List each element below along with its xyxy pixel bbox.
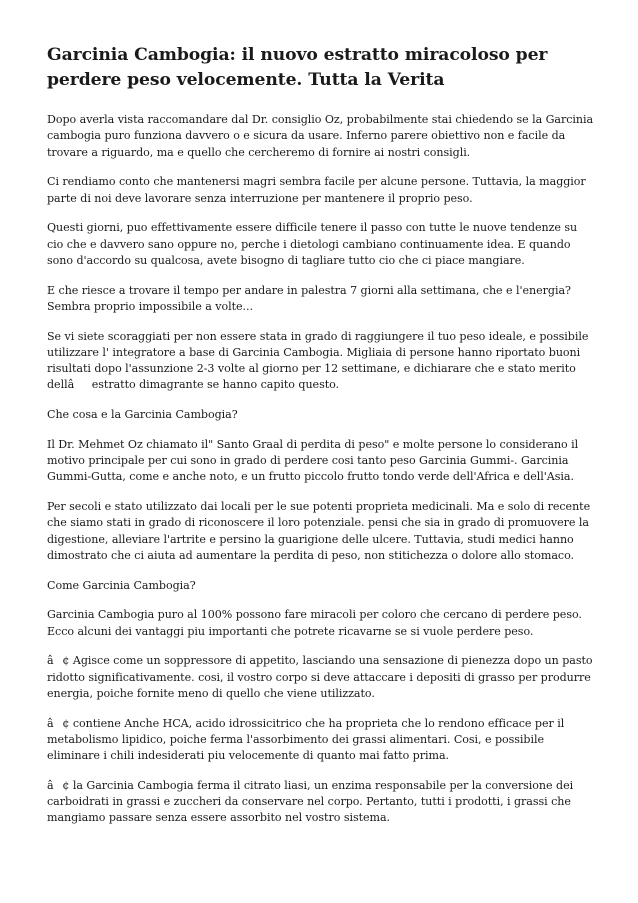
section-heading-how: Come Garcinia Cambogia?: [47, 578, 196, 592]
paragraph-dr-oz: Il Dr. Mehmet Oz chiamato il" Santo Graal di perdita di peso" e molte persone lo considerano il motivo principale per cui sono in grado di perdere cosi tanto peso Garcinia Gummi-. Garcinia Gummi-Gutta, come e anche noto, e un frutto piccolo frutto tondo verde dell'Africa e dell'Asia.: [47, 437, 579, 484]
bullet-hca: â¢ contiene Anche HCA, acido idrossicitrico che ha proprieta che lo rendono efficace per il metabolismo lipidico, poiche ferma l'assorbimento dei grassi alimentari. Cosi, e possibile eliminare i chili indesiderati piu velocemente di quanto mai fatto prima.: [47, 716, 565, 763]
document-title: Garcinia Cambogia: il nuovo estratto miracoloso per perdere peso velocemente. Tutta la Verita: [47, 45, 548, 90]
paragraph-gym-energy: E che riesce a trovare il tempo per andare in palestra 7 giorni alla settimana, che e l'energia? Sembra proprio impossibile a volte...: [47, 283, 571, 313]
bullet-citrate-lyase: â¢ la Garcinia Cambogia ferma il citrato liasi, un enzima responsabile per la conversione dei carboidrati in grassi e zuccheri da conservare nel corpo. Pertanto, tutti i prodotti, i grassi che mangiamo passare senza essere assorbito nel vostro sistema.: [47, 778, 574, 825]
paragraph-intro: Dopo averla vista raccomandare dal Dr. consiglio Oz, probabilmente stai chiedendo se la Garcinia cambogia puro funziona davvero o e sicura da usare. Inferno parere obiettivo non e facile da trovare a riguardo, ma e quello che cercheremo di fornire ai nostri consigli.: [47, 113, 594, 159]
paragraph-supplement-results: Se vi siete scoraggiati per non essere stata in grado di raggiungere il tuo peso ideale, e possibile utilizzare l' integratore a base di Garcinia Cambogia. Migliaia di persone hanno riportato buoni risultati dopo l'assunzione 2-3 volte al giorno per 12 settimane, e dichiarare che e stato merito dellâestratto dimagrante se hanno capito questo.: [47, 329, 589, 392]
paragraph-benefits-intro: Garcinia Cambogia puro al 100% possono fare miracoli per coloro che cercano di perdere peso. Ecco alcuni dei vantaggi piu importanti che potrete ricavarne se si vuole perdere peso.: [47, 608, 582, 638]
paragraph-staying-thin: Ci rendiamo conto che mantenersi magri sembra facile per alcune persone. Tuttavia, la maggior parte di noi deve lavorare senza interruzione per mantenere il proprio peso.: [47, 175, 586, 205]
section-heading-what-is: Che cosa e la Garcinia Cambogia?: [47, 408, 238, 422]
bullet-appetite-suppressant: â¢ Agisce come un soppressore di appetito, lasciando una sensazione di pienezza dopo un pasto ridotto significativamente. cosi, il vostro corpo si deve attaccare i depositi di grasso per produrre energia, poiche fornite meno di quello che viene utilizzato.: [47, 654, 593, 700]
paragraph-diet-trends: Questi giorni, puo effettivamente essere difficile tenere il passo con tutte le nuove tendenze su cio che e davvero sano oppure no, perche i dietologi cambiano continuamente idea. E quando sono d'accordo su qualcosa, avete bisogno di tagliare tutto cio che ci piace mangiare.: [47, 221, 578, 267]
paragraph-medicinal-history: Per secoli e stato utilizzato dai locali per le sue potenti proprieta medicinali. Ma e solo di recente che siamo stati in grado di riconoscere il loro potenziale. pensi che sia in grado di promuovere la digestione, alleviare l'artrite e persino la guarigione delle ulcere. Tuttavia, studi medici hanno dimostrato che ci aiuta ad aumentare la perdita di peso, non stitichezza o dolore allo stomaco.: [47, 500, 591, 562]
